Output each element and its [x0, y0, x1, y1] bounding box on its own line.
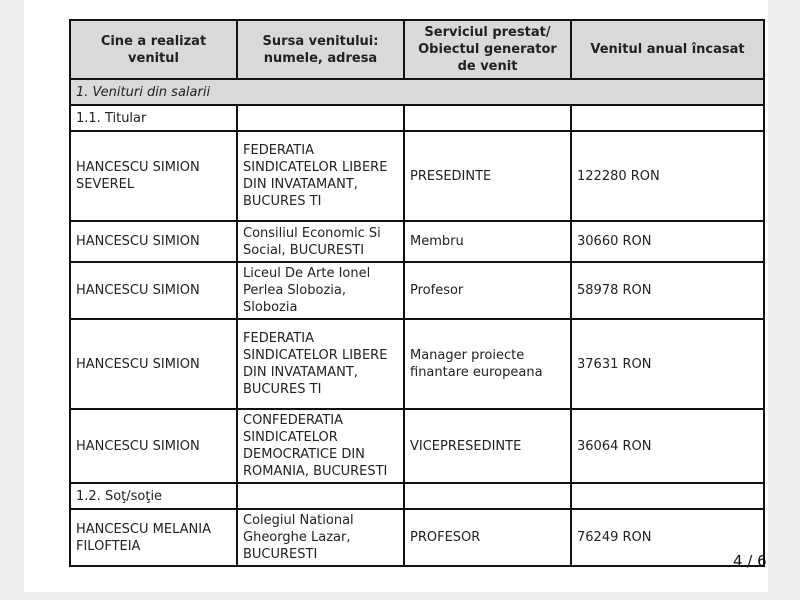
- header-row: [70, 20, 764, 79]
- header-cell-amount: Venitul anual încasat: [571, 20, 764, 79]
- cell-amount: 37631 RON: [571, 319, 764, 409]
- section-row: [70, 79, 764, 105]
- cell-service: PROFESOR: [404, 509, 571, 566]
- subsection-row: [70, 105, 764, 131]
- cell-service: PRESEDINTE: [404, 131, 571, 221]
- cell-service: Profesor: [404, 262, 571, 319]
- document-page: [24, 0, 768, 592]
- cell-source: Liceul De Arte Ionel Perlea Slobozia, Slobozia: [237, 262, 404, 319]
- table-row: [70, 409, 764, 483]
- cell-who: HANCESCU SIMION SEVEREL: [70, 131, 237, 221]
- cell-source: CONFEDERATIA SINDICATELOR DEMOCRATICE DIN ROMANIA, BUCURESTI: [237, 409, 404, 483]
- subsection-row: [70, 483, 764, 509]
- table-row: [70, 131, 764, 221]
- cell-amount: 122280 RON: [571, 131, 764, 221]
- cell-source: Colegiul National Gheorghe Lazar, BUCURESTI: [237, 509, 404, 566]
- subsection-label-spouse: 1.2. Soţ/soţie: [70, 483, 237, 509]
- table-row: [70, 319, 764, 409]
- cell-amount: 58978 RON: [571, 262, 764, 319]
- cell-service: VICEPRESEDINTE: [404, 409, 571, 483]
- cell-who: HANCESCU MELANIA FILOFTEIA: [70, 509, 237, 566]
- income-table: [69, 19, 765, 567]
- subsection-label-titular: 1.1. Titular: [70, 105, 237, 131]
- cell-source: Consiliul Economic Si Social, BUCURESTI: [237, 221, 404, 262]
- cell-source: FEDERATIA SINDICATELOR LIBERE DIN INVATAMANT, BUCURES TI: [237, 131, 404, 221]
- table-row: [70, 509, 764, 566]
- cell-who: HANCESCU SIMION: [70, 262, 237, 319]
- header-cell-service: Serviciul prestat/ Obiectul generator de venit: [404, 20, 571, 79]
- cell-who: HANCESCU SIMION: [70, 319, 237, 409]
- cell-amount: 76249 RON: [571, 509, 764, 566]
- cell-who: HANCESCU SIMION: [70, 221, 237, 262]
- header-cell-source: Sursa venitului: numele, adresa: [237, 20, 404, 79]
- header-cell-who: Cine a realizat venitul: [70, 20, 237, 79]
- table-row: [70, 221, 764, 262]
- cell-service: Membru: [404, 221, 571, 262]
- cell-service: Manager proiecte finantare europeana: [404, 319, 571, 409]
- cell-amount: 30660 RON: [571, 221, 764, 262]
- section-label: 1. Venituri din salarii: [70, 79, 764, 105]
- page-number: 4 / 6: [733, 552, 767, 570]
- cell-who: HANCESCU SIMION: [70, 409, 237, 483]
- cell-amount: 36064 RON: [571, 409, 764, 483]
- table-row: [70, 262, 764, 319]
- cell-source: FEDERATIA SINDICATELOR LIBERE DIN INVATAMANT, BUCURES TI: [237, 319, 404, 409]
